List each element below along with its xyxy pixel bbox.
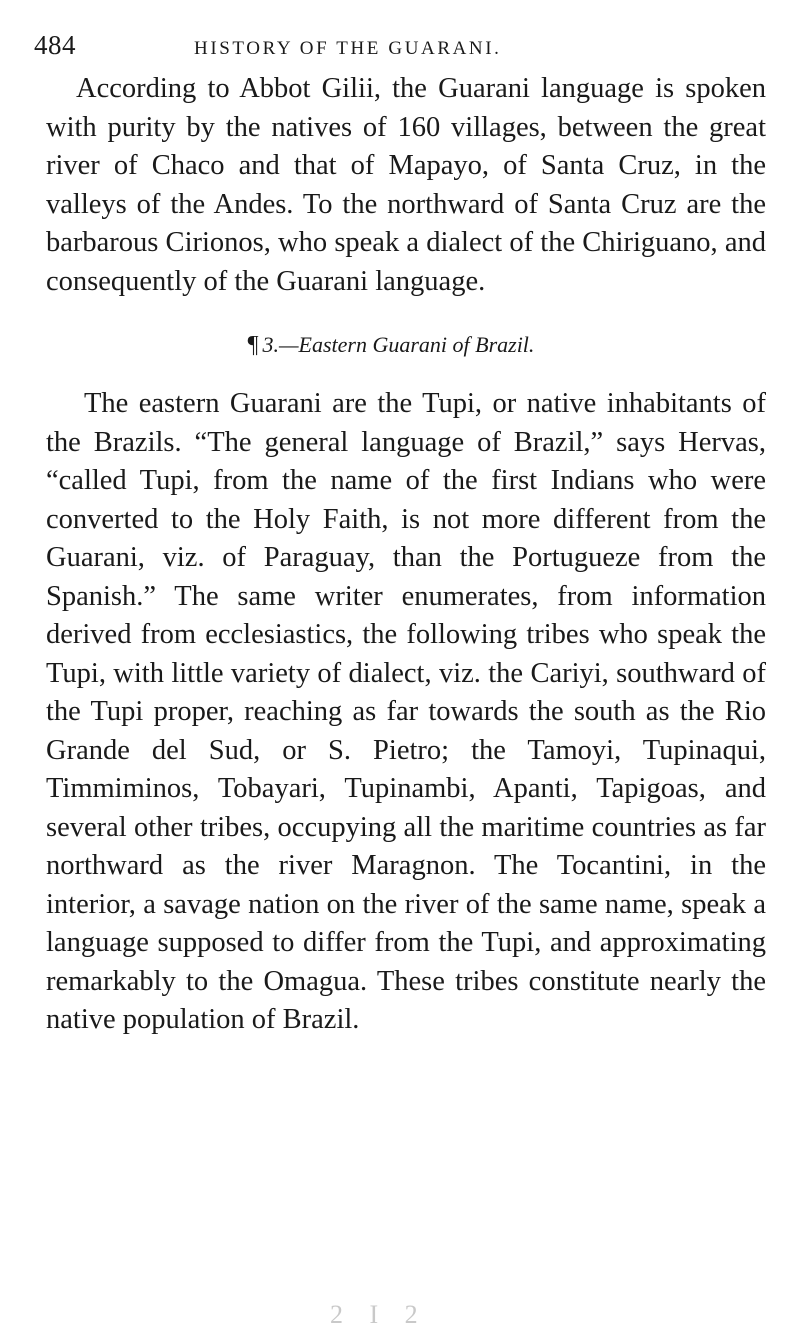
signature-mark: 2 I 2 — [330, 1300, 428, 1329]
running-head: HISTORY OF THE GUARANI. — [194, 38, 502, 59]
page-number: 484 — [34, 30, 76, 60]
section-title: 3.—Eastern Guarani of Brazil. — [262, 332, 535, 357]
paragraph-eastern-guarani: The eastern Guarani are the Tupi, or native inhabitants of the Brazils. “The general language of Brazil,” says Hervas, “called Tupi, from the name of the first Indians who were converted to the Holy Faith, is not more different from the Guarani, viz. of Paraguay, than the Portugueze from the Spanish.” The same writer enumerates, from information derived from ecclesiastics, the following tribes who speak the Tupi, with little variety of dialect, viz. the Cariyi, southward of the Tupi proper, reaching as far towards the south as the Rio Grande del Sud, or S. Pietro; the Tamoyi, Tupinaqui, Timmiminos, Tobayari, Tupinambi, Apanti, Tapigoas, and several other tribes, occupying all the maritime countries as far northward as the river Maragnon. The Tocantini, in the interior, a savage nation on the river of the same name, speak a language supposed to differ from the Tupi, and approximating remarkably to the Omagua. These tribes constitute nearly the native population of Brazil. — [46, 388, 766, 1035]
section-heading — [16, 331, 766, 359]
paragraph-gilii: According to Abbot Gilii, the Guarani language is spoken with purity by the natives of 160 villages, between the great river of Chaco and that of Mapayo, of Santa Cruz, in the valleys of the Andes. To the northward of Santa Cruz are the barbarous Cirionos, who speak a dialect of the Chiriguano, and consequently of the Guarani language. — [46, 73, 766, 297]
page-header — [34, 30, 766, 70]
body-text — [46, 70, 766, 1040]
pilcrow-mark: ¶ — [247, 332, 259, 358]
